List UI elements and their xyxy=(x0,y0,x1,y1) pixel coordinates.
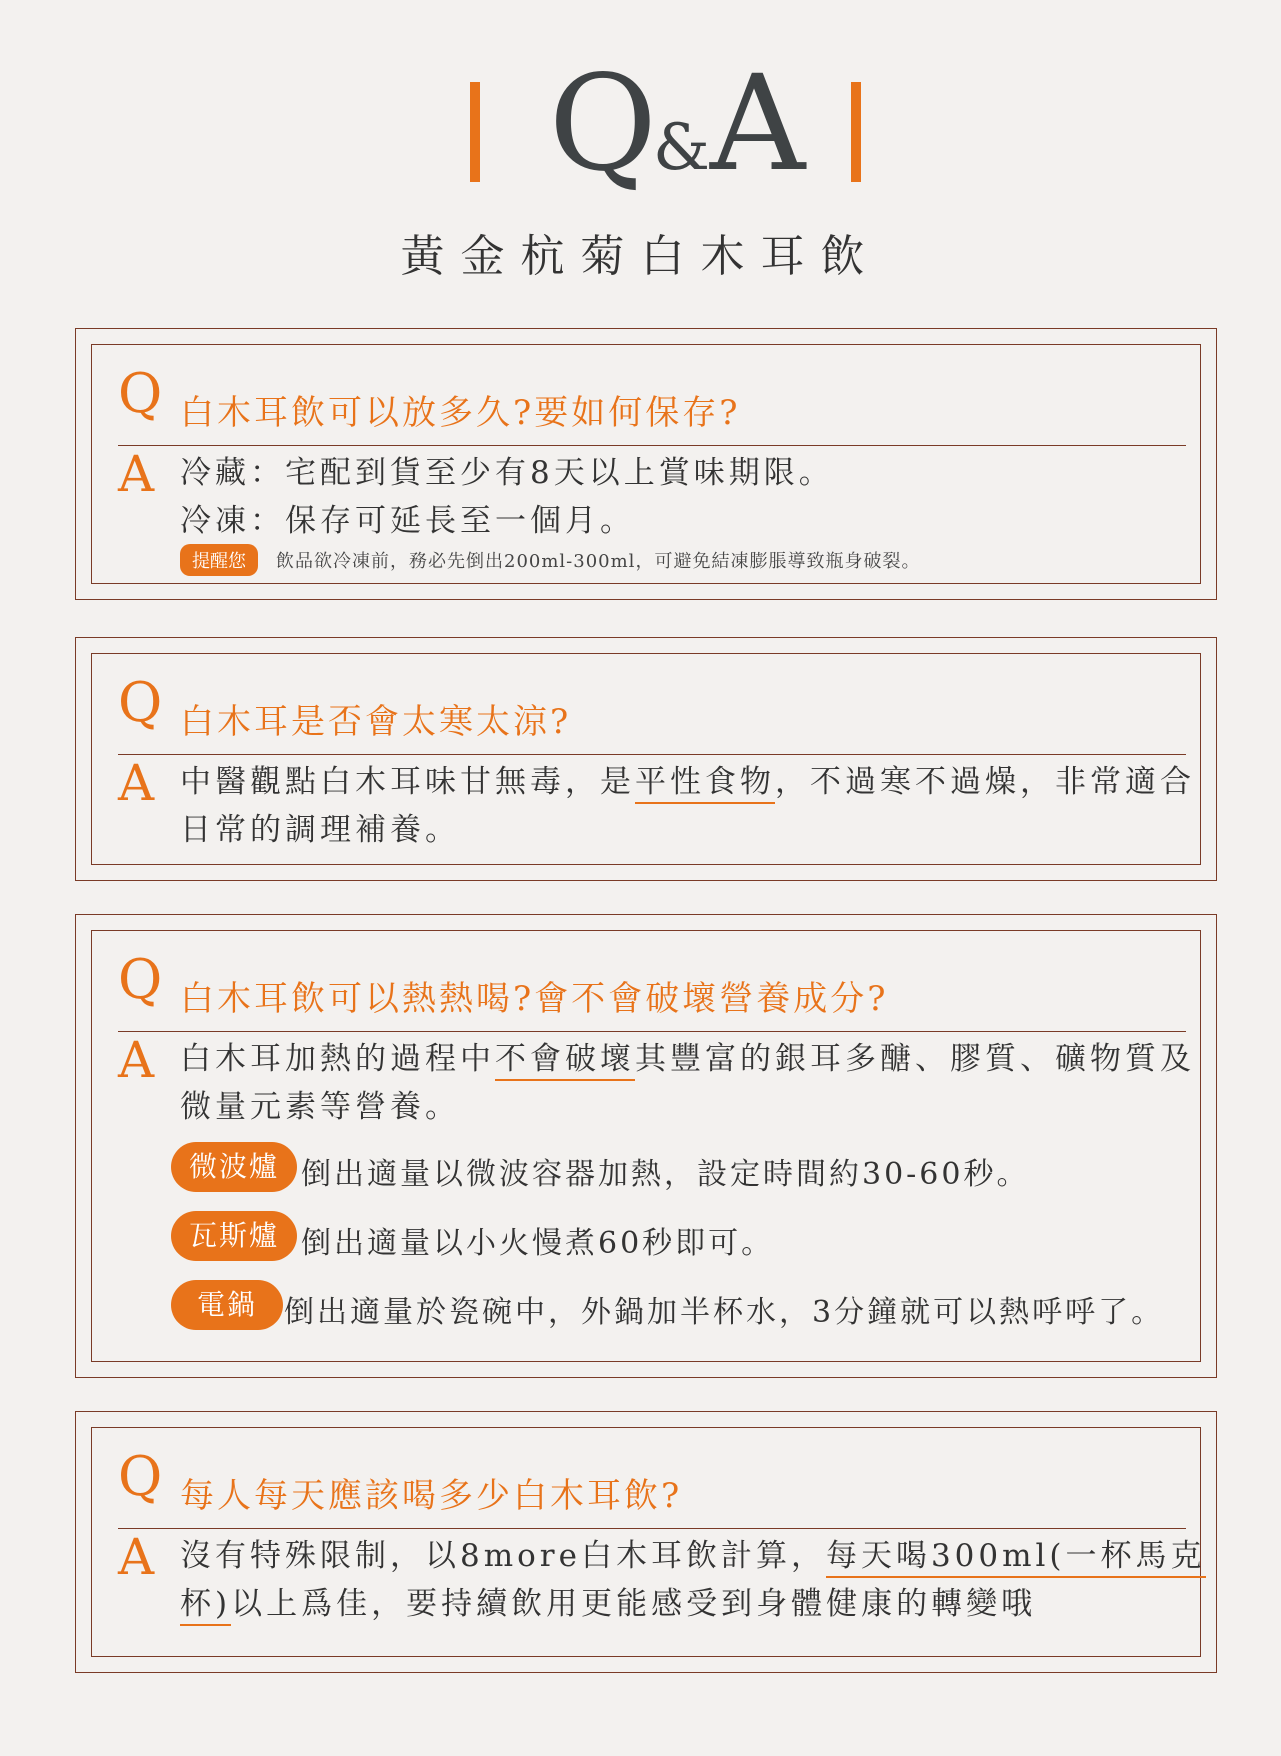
method-badge-gas-stove: 瓦斯爐 xyxy=(171,1211,297,1261)
answer-line xyxy=(180,1578,1036,1623)
a-letter: A xyxy=(118,445,155,503)
logo-q: Q xyxy=(548,47,653,201)
qa-logo xyxy=(525,47,825,201)
answer-line xyxy=(180,1033,1195,1078)
faq-card-daily-amount xyxy=(75,1411,1217,1673)
answer-line: 微量元素等營養。 xyxy=(180,1089,460,1125)
method-badge-microwave: 微波爐 xyxy=(171,1142,297,1192)
answer-highlight: 杯) xyxy=(180,1586,231,1626)
answer-line: 日常的調理補養。 xyxy=(180,812,460,848)
method-badge-rice-cooker: 電鍋 xyxy=(171,1280,283,1330)
answer-line: 冷藏：宅配到貨至少有8天以上賞味期限。 xyxy=(180,455,834,491)
question-text: 白木耳飲可以放多久?要如何保存? xyxy=(180,393,741,433)
q-letter: Q xyxy=(118,362,163,425)
faq-card-heating xyxy=(75,914,1217,1378)
question-text: 白木耳飲可以熱熱喝?會不會破壞營養成分? xyxy=(180,979,889,1019)
answer-text: 白木耳加熱的過程中 xyxy=(180,1041,495,1077)
method-text: 倒出適量於瓷碗中，外鍋加半杯水，3分鐘就可以熱呼呼了。 xyxy=(284,1295,1165,1330)
answer-text: 其豐富的銀耳多醣、膠質、礦物質及 xyxy=(635,1041,1195,1077)
answer-highlight: 平性食物 xyxy=(635,764,775,804)
answer-line xyxy=(180,756,1195,801)
reminder-text: 飲品欲冷凍前，務必先倒出200ml-300ml，可避免結凍膨脹導致瓶身破裂。 xyxy=(276,551,921,572)
question-text: 每人每天應該喝多少白木耳飲? xyxy=(180,1476,683,1516)
method-text: 倒出適量以微波容器加熱，設定時間約30-60秒。 xyxy=(301,1157,1030,1192)
answer-text: 沒有特殊限制，以8more白木耳飲計算， xyxy=(180,1538,826,1574)
page-subtitle: 黃金杭菊白木耳飲 xyxy=(400,231,881,282)
header-left-bar xyxy=(470,82,480,182)
header-right-bar xyxy=(851,82,861,182)
a-letter: A xyxy=(118,1528,155,1586)
answer-highlight: 每天喝300ml(一杯馬克 xyxy=(826,1538,1206,1578)
a-letter: A xyxy=(118,1031,155,1089)
question-text: 白木耳是否會太寒太涼? xyxy=(180,702,572,742)
answer-line xyxy=(180,1530,1206,1575)
question-row xyxy=(118,671,1186,755)
question-row xyxy=(118,362,1186,446)
question-row xyxy=(118,1445,1186,1529)
page-header xyxy=(0,0,1281,300)
logo-a: A xyxy=(709,47,802,201)
answer-text: ，不過寒不過燥，非常適合 xyxy=(775,764,1195,800)
method-text: 倒出適量以小火慢煮60秒即可。 xyxy=(301,1226,775,1261)
answer-line: 冷凍：保存可延長至一個月。 xyxy=(180,503,635,539)
answer-text: 以上爲佳，要持續飲用更能感受到身體健康的轉變哦 xyxy=(231,1586,1037,1622)
faq-card-storage xyxy=(75,328,1217,600)
faq-card-cold xyxy=(75,637,1217,881)
a-letter: A xyxy=(118,754,155,812)
answer-highlight: 不會破壞 xyxy=(495,1041,635,1081)
q-letter: Q xyxy=(118,1445,163,1508)
answer-text: 中醫觀點白木耳味甘無毒，是 xyxy=(180,764,635,800)
q-letter: Q xyxy=(118,671,163,734)
logo-amp: & xyxy=(652,111,710,185)
q-letter: Q xyxy=(118,948,163,1011)
question-row xyxy=(118,948,1186,1032)
reminder-badge: 提醒您 xyxy=(180,544,258,576)
